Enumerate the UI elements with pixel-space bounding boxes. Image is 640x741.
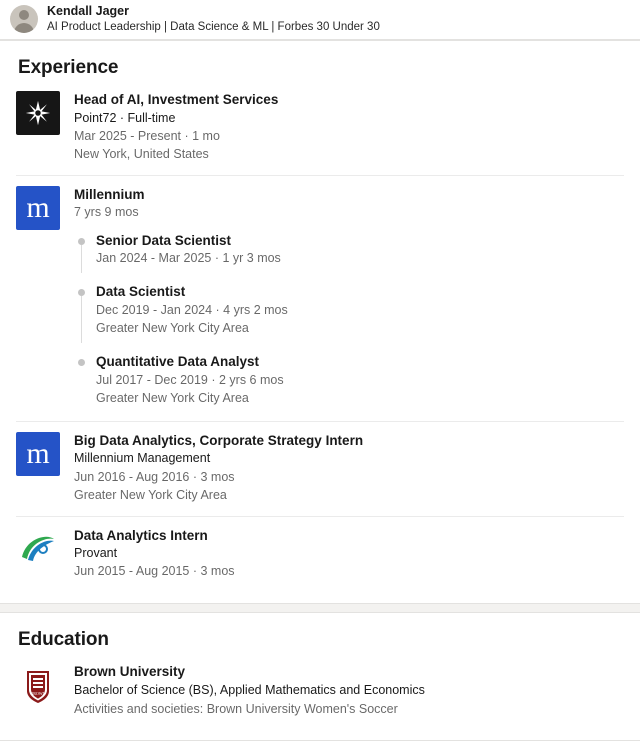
education-entry[interactable] xyxy=(16,661,624,731)
experience-sub-role-title: Quantitative Data Analyst xyxy=(96,354,260,370)
experience-sub-role-location: Greater New York City Area xyxy=(96,320,249,335)
profile-headline: AI Product Leadership | Data Science & ML | Forbes 30 Under 30 xyxy=(47,20,380,33)
experience-entry[interactable] xyxy=(16,516,624,593)
point72-star-glyph xyxy=(25,100,51,126)
timeline-line xyxy=(81,296,82,343)
experience-sub-role-body xyxy=(96,353,624,407)
experience-company: Millennium Management xyxy=(74,451,211,466)
experience-dates: Jun 2015 - Aug 2015 · 3 mos xyxy=(74,564,235,579)
experience-entry[interactable] xyxy=(16,421,624,516)
experience-sub-role[interactable] xyxy=(74,283,624,353)
experience-company: Point72 · Full-time xyxy=(74,110,176,125)
timeline-marker xyxy=(74,232,96,268)
experience-sub-role-body xyxy=(96,283,624,337)
timeline-dot-icon xyxy=(78,238,85,245)
timeline-dot-icon xyxy=(78,359,85,366)
experience-sub-role-location: Greater New York City Area xyxy=(96,390,249,405)
experience-entry-body xyxy=(74,91,624,163)
experience-section-title: Experience xyxy=(18,57,119,78)
experience-card xyxy=(0,40,640,604)
experience-sub-role-dates: Jan 2024 - Mar 2025 · 1 yr 3 mos xyxy=(96,251,281,266)
timeline-marker xyxy=(74,283,96,337)
svg-text:BROWN: BROWN xyxy=(30,690,46,696)
education-card xyxy=(0,612,640,741)
education-activities: Activities and societies: Brown University Women's Soccer xyxy=(74,701,398,716)
experience-entry[interactable] xyxy=(16,175,624,421)
education-degree: Bachelor of Science (BS), Applied Mathematics and Economics xyxy=(74,682,425,697)
experience-sub-role-dates: Dec 2019 - Jan 2024 · 4 yrs 2 mos xyxy=(96,302,288,317)
millennium-logo-icon: m xyxy=(16,186,60,230)
experience-sub-role-title: Senior Data Scientist xyxy=(96,232,232,248)
experience-entry-body xyxy=(74,186,624,409)
provant-swoosh-glyph xyxy=(16,527,60,571)
experience-role-list xyxy=(74,232,624,409)
experience-role-title: Data Analytics Intern xyxy=(74,527,208,543)
experience-sub-role-title: Data Scientist xyxy=(96,284,186,300)
education-school-name: Brown University xyxy=(74,663,186,679)
experience-sub-role-dates: Jul 2017 - Dec 2019 · 2 yrs 6 mos xyxy=(96,372,284,387)
education-entry-body xyxy=(74,663,624,719)
experience-dates: Mar 2025 - Present · 1 mo xyxy=(74,128,220,143)
experience-role-title: Big Data Analytics, Corporate Strategy Intern xyxy=(74,432,364,448)
avatar[interactable] xyxy=(10,5,38,33)
experience-total-duration: 7 yrs 9 mos xyxy=(74,205,139,220)
experience-sub-role[interactable] xyxy=(74,232,624,284)
profile-name: Kendall Jager xyxy=(47,4,129,18)
avatar-head-shape xyxy=(19,10,29,20)
timeline-line xyxy=(81,245,82,274)
card-gap xyxy=(0,604,640,612)
provant-logo-icon xyxy=(16,527,60,571)
experience-sub-role[interactable] xyxy=(74,353,624,409)
timeline-marker xyxy=(74,353,96,407)
experience-location: New York, United States xyxy=(74,146,209,161)
experience-dates: Jun 2016 - Aug 2016 · 3 mos xyxy=(74,469,235,484)
experience-company: Provant xyxy=(74,546,118,561)
experience-sub-role-body xyxy=(96,232,624,268)
education-section-title: Education xyxy=(18,628,109,650)
point72-logo-icon xyxy=(16,91,60,135)
profile-header-bar xyxy=(0,0,640,40)
experience-entry-body xyxy=(74,527,624,581)
avatar-body-shape xyxy=(14,23,34,33)
brown-university-logo-icon xyxy=(16,663,60,707)
millennium-logo-icon: m xyxy=(16,432,60,476)
profile-identity xyxy=(47,4,380,34)
brown-crest-glyph xyxy=(16,663,60,707)
experience-role-title: Head of AI, Investment Services xyxy=(74,92,279,107)
experience-entry[interactable] xyxy=(16,89,624,175)
experience-location: Greater New York City Area xyxy=(74,487,227,502)
experience-company-name: Millennium xyxy=(74,186,145,202)
timeline-dot-icon xyxy=(78,289,85,296)
experience-entry-body xyxy=(74,432,624,504)
